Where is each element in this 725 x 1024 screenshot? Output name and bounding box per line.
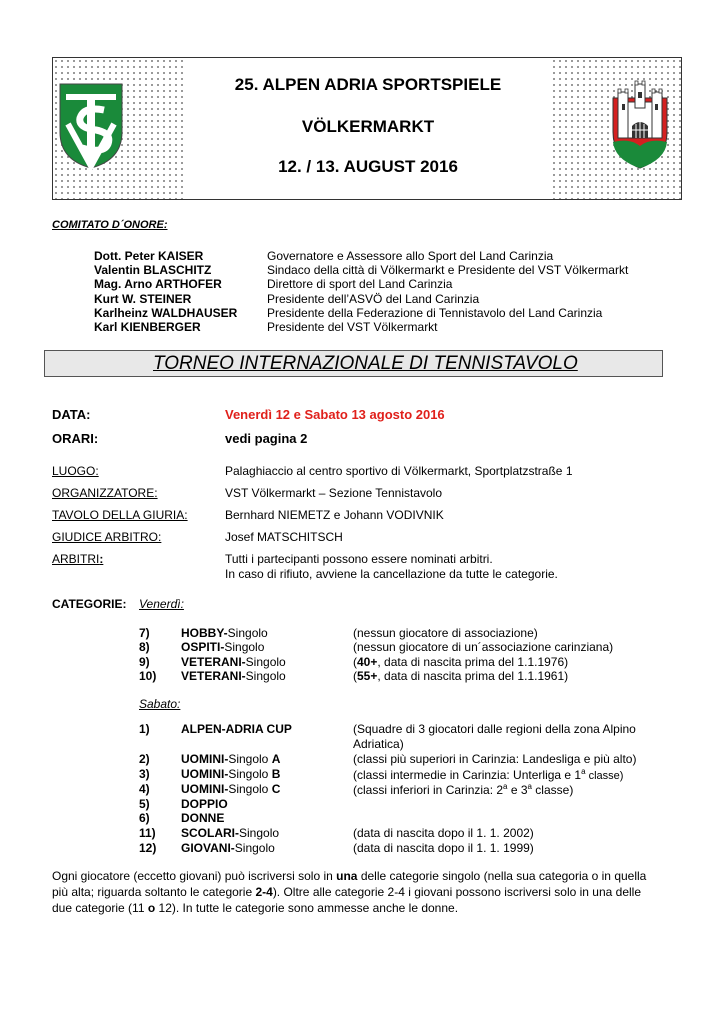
- committee-name: Valentin BLASCHITZ: [94, 263, 212, 277]
- category-number: 2): [139, 752, 150, 766]
- info-label: TAVOLO DELLA GIURIA:: [52, 508, 188, 522]
- date-value: Venerdì 12 e Sabato 13 agosto 2016: [225, 407, 445, 422]
- category-name: VETERANI-Singolo: [181, 669, 286, 683]
- committee-name: Kurt W. STEINER: [94, 292, 192, 306]
- committee-role: Presidente del VST Völkermarkt: [267, 320, 438, 334]
- category-number: 5): [139, 797, 150, 811]
- categories-label: CATEGORIE:: [52, 597, 127, 611]
- category-name: VETERANI-Singolo: [181, 655, 286, 669]
- category-name: UOMINI-Singolo A: [181, 752, 281, 766]
- category-number: 4): [139, 782, 150, 796]
- category-note: (55+, data di nascita prima del 1.1.1961): [353, 669, 569, 683]
- category-note: (nessun giocatore di associazione): [353, 626, 538, 640]
- category-name: SCOLARI-Singolo: [181, 826, 280, 840]
- committee-role: Presidente dell’ASVÖ del Land Carinzia: [267, 292, 480, 306]
- category-number: 3): [139, 767, 150, 781]
- category-note: (classi intermedie in Carinzia: Unterliga e 1$^a$ classe): [353, 767, 624, 782]
- event-title: 25. ALPEN ADRIA SPORTSPIELE: [234, 75, 502, 94]
- category-number: 7): [139, 626, 150, 640]
- friday-label: Venerdì:: [139, 597, 184, 611]
- category-name: HOBBY-Singolo: [181, 626, 268, 640]
- category-note: (classi inferiori in Carinzia: 2$^a$ e 3$^a$ classe): [353, 782, 574, 797]
- committee-name: Karl KIENBERGER: [94, 320, 201, 334]
- rules-paragraph: Ogni giocatore (eccetto giovani) può iscriversi solo in una delle categorie singolo (nella sua categoria o in quella più alta; riguarda soltanto le categorie 2-4). Oltre alle categorie 2-4 i giovani possono iscriversi solo in una delle due categorie (11 o 12). In tutte le categorie sono ammesse anche le donne.: [52, 869, 647, 915]
- committee-role: Governatore e Assessore allo Sport del Land Carinzia: [267, 249, 554, 263]
- category-name: UOMINI-Singolo B: [181, 767, 281, 781]
- category-note: (data di nascita dopo il 1. 1. 1999): [353, 841, 534, 855]
- committee-role: Direttore di sport del Land Carinzia: [267, 277, 453, 291]
- category-number: 9): [139, 655, 150, 669]
- info-value: Palaghiaccio al centro sportivo di Völkermarkt, Sportplatzstraße 1: [225, 464, 573, 478]
- category-number: 11): [139, 826, 156, 840]
- category-number: 12): [139, 841, 157, 855]
- category-note: (nessun giocatore di un´associazione carinziana): [353, 640, 614, 654]
- event-location: VÖLKERMARKT: [301, 117, 435, 136]
- category-note: (Squadre di 3 giocatori dalle regioni della zona Alpino: [353, 722, 636, 736]
- event-dates: 12. / 13. AUGUST 2016: [278, 157, 458, 176]
- info-value: VST Völkermarkt – Sezione Tennistavolo: [225, 486, 443, 500]
- category-name: GIOVANI-Singolo: [181, 841, 275, 855]
- committee-title: COMITATO D´ONORE:: [52, 219, 168, 231]
- committee-name: Mag. Arno ARTHOFER: [94, 277, 222, 291]
- schedule-value: vedi pagina 2: [225, 431, 308, 446]
- date-label: DATA:: [52, 407, 91, 422]
- schedule-label: ORARI:: [52, 431, 99, 446]
- referees-line: In caso di rifiuto, avviene la cancellazione da tutte le categorie.: [225, 567, 558, 581]
- committee-name: Dott. Peter KAISER: [94, 249, 204, 263]
- header-banner: [52, 57, 682, 200]
- club-logo-icon: [56, 80, 126, 170]
- committee-name: Karlheinz WALDHAUSER: [94, 306, 238, 320]
- committee-role: Presidente della Federazione di Tennistavolo del Land Carinzia: [267, 306, 603, 320]
- category-number: 1): [139, 722, 150, 736]
- category-number: 8): [139, 640, 150, 654]
- tournament-title-box: [44, 350, 663, 377]
- category-note: (classi più superiori in Carinzia: Landesliga e più alto): [353, 752, 637, 766]
- category-note: (data di nascita dopo il 1. 1. 2002): [353, 826, 534, 840]
- category-note: (40+, data di nascita prima del 1.1.1976): [353, 655, 569, 669]
- category-number: 6): [139, 811, 150, 825]
- category-name: DOPPIO: [181, 797, 228, 811]
- category-name: DONNE: [181, 811, 225, 825]
- category-name: ALPEN-ADRIA CUP: [181, 722, 292, 736]
- info-label: LUOGO:: [52, 464, 99, 478]
- referees-label: ARBITRI:: [52, 552, 104, 566]
- header-title-area: [183, 58, 553, 199]
- info-value: Bernhard NIEMETZ e Johann VODIVNIK: [225, 508, 444, 522]
- category-name: UOMINI-Singolo C: [181, 782, 281, 796]
- saturday-label: Sabato:: [139, 697, 181, 711]
- info-label: ORGANIZZATORE:: [52, 486, 158, 500]
- committee-role: Sindaco della città di Völkermarkt e Presidente del VST Völkermarkt: [267, 263, 629, 277]
- tournament-title: TORNEO INTERNAZIONALE DI TENNISTAVOLO: [153, 353, 578, 374]
- info-value: Josef MATSCHITSCH: [225, 530, 343, 544]
- coat-of-arms-icon: [610, 80, 670, 170]
- info-label: GIUDICE ARBITRO:: [52, 530, 162, 544]
- category-note: Adriatica): [353, 737, 404, 751]
- category-number: 10): [139, 669, 157, 683]
- referees-line: Tutti i partecipanti possono essere nominati arbitri.: [225, 552, 493, 566]
- category-name: OSPITI-Singolo: [181, 640, 265, 654]
